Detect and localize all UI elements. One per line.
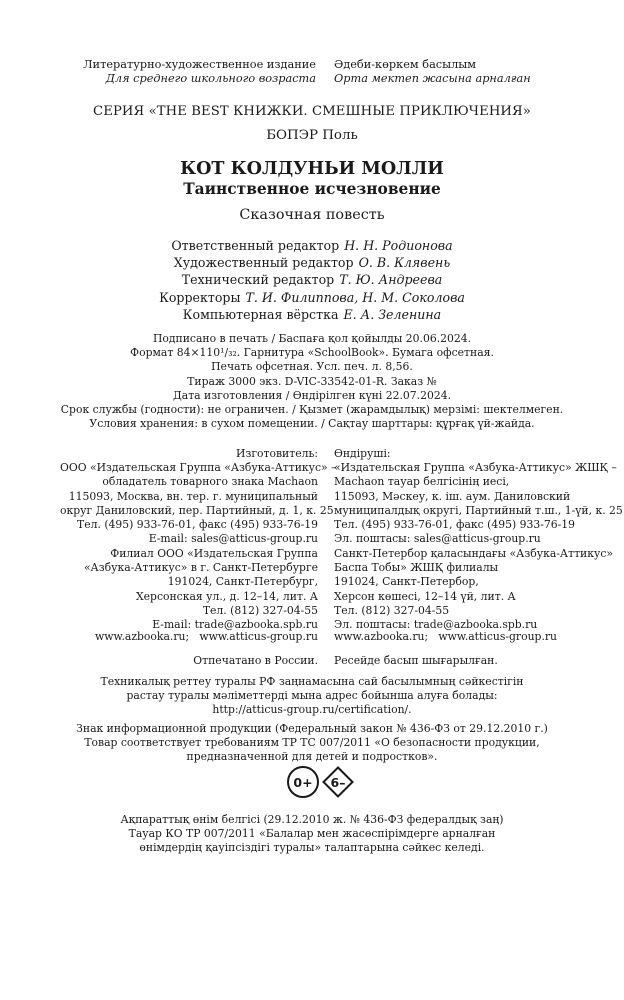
series-title: СЕРИЯ «THE BEST КНИЖКИ. СМЕШНЫЕ ПРИКЛЮЧЕНИЯ» <box>93 104 531 119</box>
info-product-sign-kz <box>0 813 624 856</box>
genre-ru-line-1: Литературно-художественное издание <box>83 58 316 71</box>
age-rating-diamond-label: 6– <box>330 774 346 790</box>
credit-name: Т. И. Филиппова, Н. М. Соколова <box>245 289 465 305</box>
manufacturer-kz-line: 115093, Мәскеу, к. іш. аум. Даниловский <box>334 489 571 503</box>
website-ru[interactable]: www.azbooka.ru; www.atticus-group.ru <box>95 630 318 643</box>
branch-kz-line: Эл. поштасы: trade@azbooka.spb.ru <box>334 618 538 632</box>
credit-row <box>0 237 624 254</box>
sign-ru-line: Товар соответствует требованиям ТР ТС 007/2011 «О безопасности продукции, <box>84 736 540 750</box>
manufacturer-kz <box>334 447 623 546</box>
certification-line: Техникалық реттеу туралы РФ заңнамасына сай басылымның сәйкестігін <box>100 675 524 688</box>
credit-row <box>0 271 624 288</box>
credit-role: Корректоры <box>159 289 241 305</box>
age-rating-diamond-icon <box>322 766 354 798</box>
credit-name: Т. Ю. Андреева <box>339 272 443 288</box>
sign-kz-line: Тауар КО ТР 007/2011 «Балалар мен жасөспірімдерге арналған <box>128 827 496 841</box>
certification-line: растау туралы мәліметтерді мына адрес бойынша алуға болады: <box>126 689 498 703</box>
book-subtitle: Таинственное исчезновение <box>183 180 441 198</box>
credit-row <box>0 254 624 271</box>
credit-name: О. В. Клявень <box>358 255 451 271</box>
age-rating-circle-label: 0+ <box>293 774 313 790</box>
credits <box>0 237 624 323</box>
manufacturer-ru-label: Изготовитель: <box>236 447 318 460</box>
info-product-sign-ru <box>0 722 624 765</box>
credit-role: Художественный редактор <box>173 255 354 271</box>
manufacturer-ru-line: Тел. (495) 933-76-01, факс (495) 933-76-19 <box>77 518 318 532</box>
sign-ru-line: Знак информационной продукции (Федеральный закон № 436-ФЗ от 29.12.2010 г.) <box>76 722 548 735</box>
sign-ru-line: предназначенной для детей и подростков». <box>186 750 438 764</box>
printed-in-kz: Ресейде басып шығарылған. <box>334 654 498 667</box>
genre-kz-line-1: Әдеби-көркем басылым <box>334 58 477 71</box>
credit-role: Технический редактор <box>181 272 335 288</box>
book-title: КОТ КОЛДУНЬИ МОЛЛИ <box>180 158 444 179</box>
manufacturer-kz-line: Тел. (495) 933-76-01, факс (495) 933-76-19 <box>334 518 575 532</box>
branch-kz-line: 191024, Санкт-Петербор, <box>334 575 479 589</box>
credit-name: Е. А. Зеленина <box>343 306 442 322</box>
branch-kz-line: Херсон көшесі, 12–14 үй, лит. А <box>334 589 516 603</box>
print-info <box>0 332 624 431</box>
branch-kz-line: Баспа Тобы» ЖШҚ филиалы <box>334 561 499 575</box>
branch-ru-line: E-mail: trade@azbooka.spb.ru <box>152 618 318 632</box>
manufacturer-kz-line: Machaon тауар белгісінің иесі, <box>334 475 510 489</box>
printed-in-ru: Отпечатано в России. <box>193 654 318 667</box>
print-info-line: Печать офсетная. Усл. печ. л. 8,56. <box>211 360 413 374</box>
print-info-line: Подписано в печать / Баспаға қол қойылды 20.06.2024. <box>152 332 472 345</box>
credit-role: Компьютерная вёрстка <box>182 306 339 322</box>
manufacturer-ru <box>60 447 337 546</box>
branch-ru <box>60 547 318 632</box>
branch-ru-line: Херсонская ул., д. 12–14, лит. А <box>135 589 318 603</box>
print-info-line: Формат 84×110¹/₃₂. Гарнитура «SchoolBook». Бумага офсетная. <box>130 346 494 360</box>
website-kz[interactable]: www.azbooka.ru; www.atticus-group.ru <box>334 630 557 643</box>
sign-kz-line: өнімдердің қауіпсіздігі туралы» талаптарына сәйкес келеді. <box>139 841 485 855</box>
manufacturer-ru-line: ООО «Издательская Группа «Азбука-Аттикус» – <box>60 461 337 475</box>
branch-kz-line: Санкт-Петербор қаласындағы «Азбука-Аттикус» <box>334 547 613 560</box>
print-info-line: Дата изготовления / Өндірілген күні 22.07.2024. <box>172 388 452 402</box>
credit-row <box>0 306 624 323</box>
author: БОПЭР Поль <box>266 128 358 143</box>
branch-ru-line: 191024, Санкт-Петербург, <box>167 575 318 589</box>
manufacturer-ru-line: E-mail: sales@atticus-group.ru <box>148 532 318 546</box>
credit-name: Н. Н. Родионова <box>344 238 453 253</box>
branch-ru-line: Филиал ООО «Издательская Группа <box>110 547 318 560</box>
genre-kz <box>334 58 594 87</box>
credit-role: Ответственный редактор <box>171 238 340 253</box>
manufacturer-ru-line: 115093, Москва, вн. тер. г. муниципальный <box>68 489 318 503</box>
manufacturer-kz-label: Өндіруші: <box>334 447 391 460</box>
credit-row <box>0 289 624 306</box>
print-info-line: Условия хранения: в сухом помещении. / Сақтау шарттары: құрғақ үй-жайда. <box>89 417 535 431</box>
genre-ru-line-2: Для среднего школьного возраста <box>105 72 316 86</box>
branch-ru-line: Тел. (812) 327-04-55 <box>202 603 318 617</box>
certification-link[interactable]: http://atticus-group.ru/certification/. <box>212 703 412 717</box>
genre-type: Сказочная повесть <box>239 207 385 223</box>
print-info-line: Тираж 3000 экз. D-VIC-33542-01-R. Заказ № <box>187 374 437 388</box>
age-rating-circle-icon <box>287 766 319 798</box>
sign-kz-line: Ақпараттық өнім белгісі (29.12.2010 ж. № 436-ФЗ федералдық заң) <box>120 813 504 826</box>
print-info-line: Срок службы (годности): не ограничен. / Қызмет (жарамдылық) мерзімі: шектелмеген. <box>60 403 564 417</box>
branch-kz-line: Тел. (812) 327-04-55 <box>334 603 450 617</box>
manufacturer-kz-line: «Издательская Группа «Азбука-Аттикус» ЖШҚ – <box>334 461 617 475</box>
manufacturer-ru-line: округ Даниловский, пер. Партийный, д. 1, к. 25 <box>60 503 334 517</box>
genre-ru <box>80 58 316 87</box>
branch-kz <box>334 547 613 632</box>
manufacturer-kz-line: Эл. поштасы: sales@atticus-group.ru <box>334 532 541 546</box>
manufacturer-ru-line: обладатель товарного знака Machaon <box>102 475 318 489</box>
genre-kz-line-2: Орта мектеп жасына арналған <box>334 72 531 86</box>
certification-note <box>0 675 624 718</box>
branch-ru-line: «Азбука-Аттикус» в г. Санкт-Петербурге <box>83 561 318 575</box>
manufacturer-kz-line: муниципалдық округі, Партийный т.ш., 1-үй, к. 25 <box>334 503 623 517</box>
